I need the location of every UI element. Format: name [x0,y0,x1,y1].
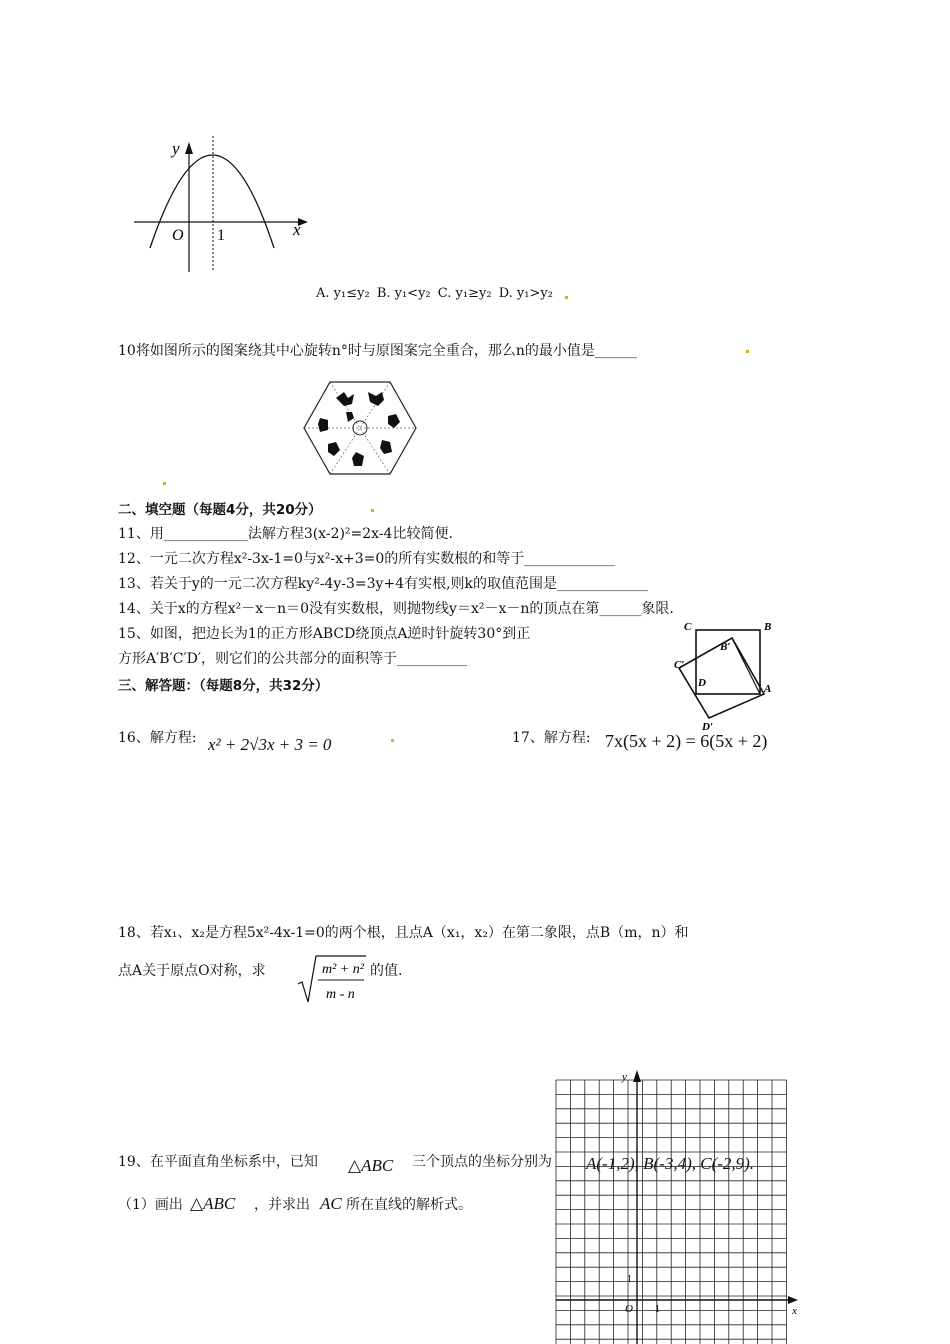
q19-part1-post: 所在直线的解析式。 [346,1197,472,1213]
sqrt-numerator: m² + n² [322,962,364,977]
q19-coords: A(-1,2), B(-3,4), C(-2,9). [586,1154,755,1173]
svg-text:B′: B′ [720,641,731,653]
q16-label: 16、解方程: [118,730,197,746]
sqrt-denominator: m - n [326,987,355,1002]
option-d: D. y₁>y₂ [498,286,553,301]
q10-text: 10将如图所示的图案绕其中心旋转n°时与原图案完全重合，那么n的最小值是______ [118,343,637,359]
q19-part1-pre: （1）画出 [118,1197,183,1213]
x-label: x [293,220,301,239]
svg-text:D: D [698,677,706,689]
q19-line1-pre: 19、在平面直角坐标系中，已知 [118,1154,318,1170]
tick-label-1: 1 [217,227,225,244]
rotated-square-figure [676,616,786,736]
diagonal-ab-prime [732,638,760,694]
svg-text:A: A [764,683,772,695]
grid-x-label: x [792,1305,797,1317]
option-b: B. y₁<y₂ [376,286,431,301]
grid-y-arrow [633,1070,641,1082]
svg-text:B: B [764,621,772,633]
section2-title: 二、填空题（每题4分，共20分） [118,502,322,518]
section3-title: 三、解答题：（每题8分，共32分） [118,678,329,694]
grid-y-tick: 1 [627,1274,632,1285]
hexagon-pattern-figure [300,378,420,478]
y-label: y [172,139,180,158]
q17-equation: 7x(5x + 2) = 6(5x + 2) [605,731,768,751]
q15-line2: 方形A′B′C′D′，则它们的公共部分的面积等于__________ [118,651,468,667]
svg-text:C′: C′ [674,659,685,671]
grid-x-tick: 1 [655,1304,660,1315]
q9-options [316,286,553,301]
q11: 11、用____________法解方程3(x-2)²=2x-4比较简便. [118,526,453,542]
q13: 13、若关于y的一元二次方程ky²-4y-3=3y+4有实根,则k的取值范围是_____________ [118,576,649,592]
origin-label: O [172,227,184,244]
parabola-curve [150,155,274,248]
grid-origin-label: O [625,1303,633,1315]
q19-line1-mid: 三个顶点的坐标分别为 [412,1154,552,1170]
q18-line2-post: 的值. [370,963,403,979]
q19-triangle: △ABC [348,1156,394,1175]
y-axis-arrow [185,142,193,154]
q19-part1-mid: ，并求出 [254,1197,310,1213]
parabola-graph [128,130,318,280]
q16-equation: x² + 2√3x + 3 = 0 [208,735,332,754]
sqrt-fraction [296,952,368,1006]
q14: 14、关于x的方程x²－x－n＝0没有实数根，则抛物线y＝x²－x－n的顶点在第______象限. [118,601,674,617]
q18-line2-pre: 点A关于原点O对称，求 [118,963,266,979]
option-a: A. y₁≤y₂ [316,286,370,301]
q17-label: 17、解方程: [512,730,591,746]
q15-line1: 15、如图，把边长为1的正方形ABCD绕顶点A逆时针旋转30°到正 [118,626,531,642]
grid-y-label: y [622,1071,627,1083]
q19-part1-triangle: △ABC [190,1194,236,1213]
svg-text:D′: D′ [702,721,714,733]
q12: 12、一元二次方程x²-3x-1=0与x²-x+3=0的所有实数根的和等于_____________ [118,551,616,567]
q19-part1-ac: AC [320,1194,342,1213]
q18-line1: 18、若x₁、x₂是方程5x²-4x-1=0的两个根，且点A（x₁，x₂）在第二象限，点B（m，n）和 [118,925,689,941]
coordinate-grid [552,1068,812,1344]
option-c: C. y₁≥y₂ [437,286,492,301]
grid-x-arrow [788,1296,798,1304]
svg-text:C: C [684,621,692,633]
